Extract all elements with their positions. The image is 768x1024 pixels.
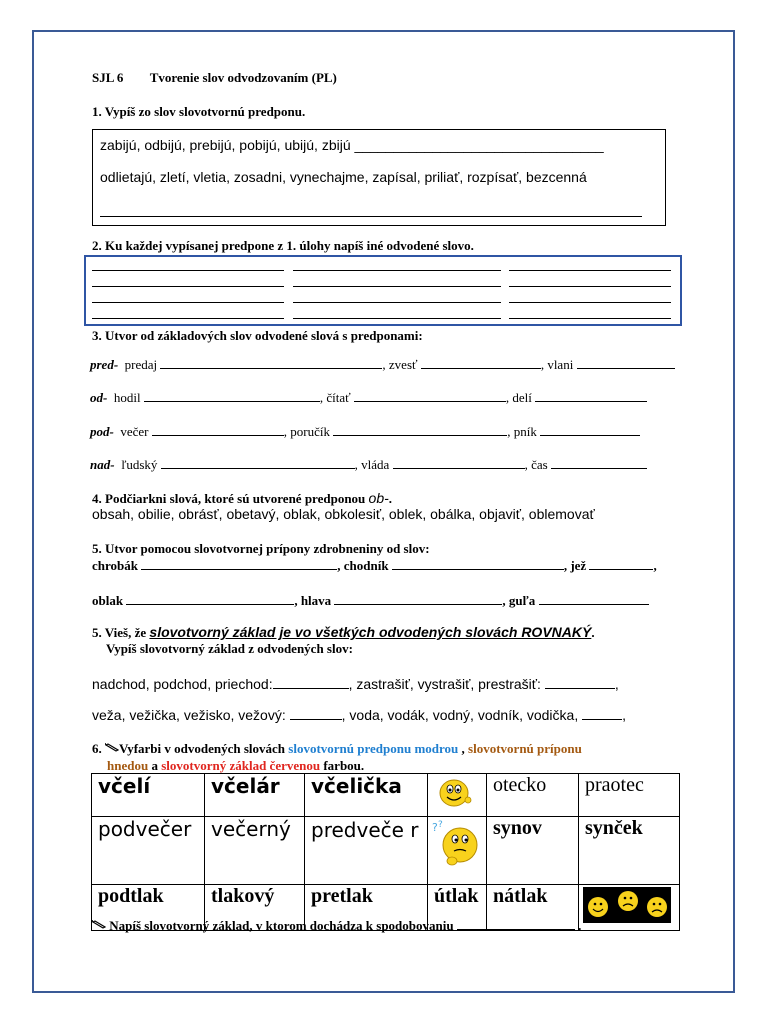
grid-cell[interactable]: synov [487, 817, 579, 885]
svg-text:?: ? [438, 820, 443, 830]
answer-blank[interactable] [457, 918, 575, 930]
comma: , [614, 676, 619, 692]
grid-cell[interactable]: večerný [205, 817, 305, 885]
grid-cell[interactable]: včelár [205, 774, 305, 817]
task6-number: 6. [92, 741, 102, 756]
task5b-line1 [92, 676, 619, 692]
grid-cell[interactable]: podvečer [92, 817, 205, 885]
answer-blank[interactable] [392, 557, 564, 570]
task6-and: a [151, 758, 158, 773]
base-word: večer [120, 424, 149, 439]
grid-cell[interactable]: predveče r [305, 817, 428, 885]
smiley-icon [428, 774, 487, 817]
task1-answer-line[interactable] [100, 216, 642, 217]
answer-blank[interactable] [540, 423, 640, 436]
task2-answer-line[interactable] [509, 270, 671, 271]
pencil-icon [105, 741, 119, 756]
task4-heading-text: 4. Podčiarkni slová, ktoré sú utvorené predponou [92, 491, 366, 506]
task5b-emphasis: slovotvorný základ je vo všetkých odvodených slovách ROVNAKÝ [149, 624, 592, 640]
task6-heading-line2 [107, 758, 364, 774]
task2-answer-line[interactable] [509, 302, 671, 303]
subject-code: SJL 6 [92, 70, 124, 85]
task5a-row1 [92, 557, 657, 574]
base-word: chrobák [92, 558, 138, 573]
prefix-label: pred- [90, 357, 119, 372]
grid-cell[interactable]: otecko [487, 774, 579, 817]
word-group: , zastrašiť, vystrašiť, prestrašiť: [348, 676, 541, 692]
task2-answer-line[interactable] [509, 318, 671, 319]
task6-last-dot: . [578, 918, 582, 933]
prefix-label: pod- [90, 424, 114, 439]
base-word: , pník [507, 424, 537, 439]
base-word: , guľa [502, 593, 536, 608]
grid-cell[interactable]: praotec [579, 774, 680, 817]
answer-blank[interactable] [354, 389, 506, 402]
task3-row-od [90, 389, 647, 406]
grid-cell[interactable]: včelí [92, 774, 205, 817]
answer-blank[interactable] [161, 456, 355, 469]
grid-cell[interactable]: pretlak [305, 885, 428, 931]
task6-end-text: farbou. [323, 758, 365, 773]
answer-blank[interactable] [551, 456, 647, 469]
base-word: , vlani [540, 357, 574, 372]
grid-cell[interactable]: synček [579, 817, 680, 885]
base-word: , zvesť [382, 357, 418, 372]
thinking-smiley-icon [428, 817, 487, 885]
task6-red-text: slovotvorný základ červenou [161, 758, 321, 773]
base-word: ľudský [121, 457, 158, 472]
grid-cell[interactable]: tlakový [205, 885, 305, 931]
three-smileys-icon [579, 885, 680, 931]
task2-answer-line[interactable] [92, 318, 284, 319]
task6-last-line [92, 918, 581, 934]
task2-answer-line[interactable] [293, 318, 501, 319]
task5b-line2 [92, 707, 626, 723]
task5b-subheading: Vypíš slovotvorný základ z odvodených slov: [106, 641, 353, 656]
grid-cell[interactable]: včelička [305, 774, 428, 817]
base-word: , čas [524, 457, 548, 472]
task2-answer-line[interactable] [92, 286, 284, 287]
base-word: , jež [563, 558, 587, 573]
answer-blank[interactable] [333, 423, 507, 436]
task1-heading: 1. Vypíš zo slov slovotvornú predponu. [92, 104, 306, 119]
task5b-lead: 5. Vieš, že [92, 625, 147, 640]
task1-line1: zabijú, odbijú, prebijú, pobijú, ubijú, zbijú ________________________________ [100, 137, 604, 153]
word-group: veža, vežička, vežisko, vežový: [92, 707, 286, 723]
task4-prefix: ob- [368, 490, 389, 506]
task3-heading: 3. Utvor od základových slov odvodené slová s predponami: [92, 328, 423, 343]
task3-row-pred [90, 356, 675, 373]
task6-brown-text: slovotvornú príponu [468, 741, 582, 756]
base-word: , delí [505, 390, 532, 405]
base-word: , poručík [283, 424, 330, 439]
task2-answer-line[interactable] [293, 270, 501, 271]
svg-text:?: ? [432, 821, 438, 834]
answer-blank[interactable] [545, 676, 615, 689]
task2-answer-line[interactable] [92, 270, 284, 271]
task6-text: Vyfarbi v odvodených slovách [119, 741, 286, 756]
grid-cell[interactable]: podtlak [92, 885, 205, 931]
answer-blank[interactable] [273, 676, 349, 689]
base-word: , chodník [337, 558, 389, 573]
base-word: , vláda [354, 457, 390, 472]
answer-blank[interactable] [535, 389, 647, 402]
answer-blank[interactable] [582, 707, 622, 720]
answer-blank[interactable] [421, 356, 541, 369]
base-word: oblak [92, 593, 124, 608]
answer-blank[interactable] [152, 423, 284, 436]
base-word: , hlava [294, 593, 332, 608]
answer-blank[interactable] [334, 592, 502, 605]
task3-row-nad [90, 456, 647, 473]
word-group: , voda, vodák, vodný, vodník, vodička, [341, 707, 579, 723]
base-word: hodil [113, 390, 141, 405]
comma: , [622, 707, 626, 723]
answer-blank[interactable] [539, 592, 649, 605]
task3-row-pod [90, 423, 640, 440]
task6-last-text: Napíš slovotvorný základ, v ktorom dochádza k spodobovaniu [109, 918, 454, 933]
answer-blank[interactable] [126, 592, 294, 605]
base-word: predaj [124, 357, 158, 372]
task2-answer-line[interactable] [293, 286, 501, 287]
task2-answer-line[interactable] [509, 286, 671, 287]
task5a-heading: 5. Utvor pomocou slovotvornej prípony zdrobneniny od slov: [92, 541, 430, 556]
word-grid [91, 773, 680, 931]
grid-cell[interactable]: nátlak [487, 885, 579, 931]
task6-comma: , [461, 741, 465, 756]
pencil-icon [92, 918, 106, 933]
task6-blue-text: slovotvornú predponu modrou [288, 741, 459, 756]
word-group: nadchod, podchod, priechod: [92, 676, 273, 692]
task4-heading [92, 490, 392, 507]
task6-brown-text2: hnedou [107, 758, 149, 773]
answer-blank[interactable] [141, 557, 337, 570]
task4-dot: . [388, 491, 393, 506]
prefix-label: nad- [90, 457, 115, 472]
task2-heading: 2. Ku každej vypísanej predpone z 1. úlohy napíš iné odvodené slovo. [92, 238, 474, 253]
base-word: , čítať [319, 390, 351, 405]
answer-blank[interactable] [160, 356, 382, 369]
header [92, 70, 337, 86]
task2-answer-line[interactable] [92, 302, 284, 303]
grid-cell[interactable]: útlak [428, 885, 487, 931]
prefix-label: od- [90, 390, 108, 405]
answer-blank[interactable] [290, 707, 342, 720]
answer-blank[interactable] [144, 389, 320, 402]
answer-blank[interactable] [393, 456, 525, 469]
task4-words[interactable]: obsah, obilie, obrásť, obetavý, oblak, obkolesiť, oblek, obálka, objaviť, oblemovať [92, 506, 595, 522]
task1-line2: odlietajú, zletí, vletia, zosadni, vynechajme, zapísal, priliať, rozpísať, bezcenná [100, 169, 587, 185]
answer-blank[interactable] [589, 557, 653, 570]
task5b-dot: . [591, 625, 595, 640]
task5b-heading [92, 624, 595, 641]
comma: , [653, 558, 657, 573]
answer-blank[interactable] [577, 356, 675, 369]
task2-answer-line[interactable] [293, 302, 501, 303]
task2-box [84, 255, 682, 326]
task6-heading [92, 741, 582, 757]
page-title: Tvorenie slov odvodzovaním (PL) [149, 70, 337, 85]
task5a-row2 [92, 592, 649, 609]
